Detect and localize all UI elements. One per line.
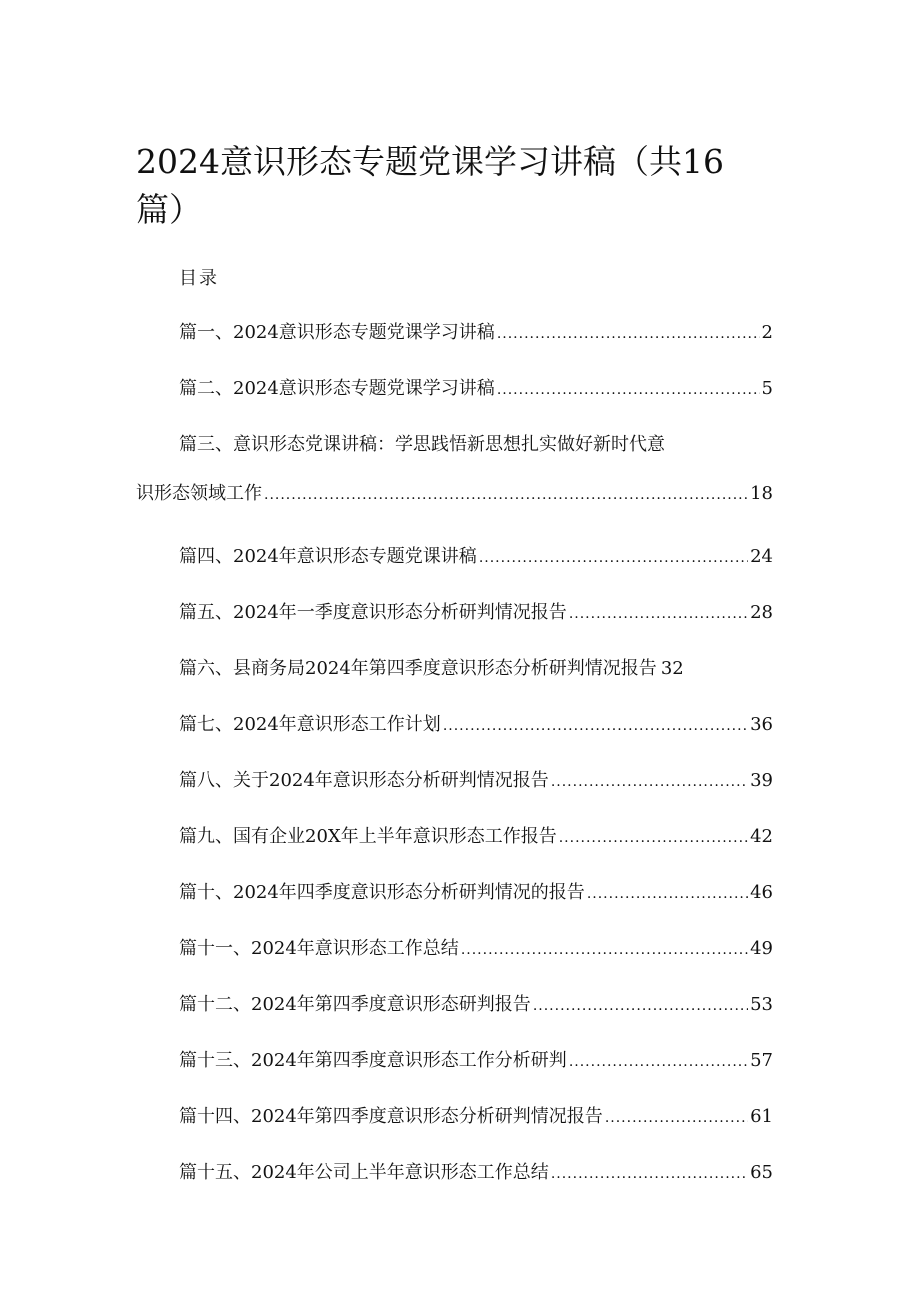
- document-title: 2024意识形态专题党课学习讲稿（共16篇）: [136, 142, 724, 229]
- toc-entry[interactable]: [179, 656, 773, 682]
- dot-leader: [587, 881, 748, 907]
- toc-entry-title-continued: 识形态领域工作: [136, 483, 262, 504]
- dot-leader: [569, 1049, 748, 1075]
- toc-entry[interactable]: [179, 600, 773, 627]
- toc-entry-title: 篇十三、2024年第四季度意识形态工作分析研判: [179, 1050, 567, 1071]
- toc-entry[interactable]: [179, 376, 773, 403]
- toc-entry-page: 49: [750, 938, 773, 959]
- toc-entry-page: 61: [750, 1106, 773, 1127]
- toc-entry-page: 18: [750, 483, 773, 504]
- toc-entry-title: 篇十四、2024年第四季度意识形态分析研判情况报告: [179, 1106, 603, 1127]
- dot-leader: [443, 713, 748, 739]
- toc-heading: 目录: [179, 268, 219, 289]
- toc-entry-title: 篇六、县商务局2024年第四季度意识形态分析研判情况报告: [179, 658, 657, 679]
- toc-entry-page: 36: [750, 714, 773, 735]
- toc-entry[interactable]: [179, 712, 773, 739]
- toc-entry-title: 篇四、2024年意识形态专题党课讲稿: [179, 546, 477, 567]
- toc-entry[interactable]: [179, 1160, 773, 1187]
- dot-leader: [497, 321, 760, 347]
- toc-entry-page: 2: [761, 322, 773, 343]
- toc-entry[interactable]: [179, 824, 773, 851]
- toc-entry-page: 65: [750, 1162, 773, 1183]
- toc-entry-page: 24: [750, 546, 773, 567]
- dot-leader: [559, 825, 748, 851]
- dot-leader: [605, 1105, 748, 1131]
- toc-entry-page: 39: [750, 770, 773, 791]
- toc-entry-title: 篇一、2024意识形态专题党课学习讲稿: [179, 322, 495, 343]
- toc-entry[interactable]: [136, 432, 773, 508]
- toc-entry-page: 5: [761, 378, 773, 399]
- toc-entry-title: 篇九、国有企业20X年上半年意识形态工作报告: [179, 826, 557, 847]
- toc-entry-title: 篇七、2024年意识形态工作计划: [179, 714, 441, 735]
- toc-entry-page: 46: [750, 882, 773, 903]
- toc-entry[interactable]: [179, 1048, 773, 1075]
- toc-entry[interactable]: [179, 544, 773, 571]
- toc-entry-page: 42: [750, 826, 773, 847]
- dot-leader: [479, 545, 748, 571]
- toc-entry-title: 篇二、2024意识形态专题党课学习讲稿: [179, 378, 495, 399]
- toc-entry-title: 篇八、关于2024年意识形态分析研判情况报告: [179, 770, 549, 791]
- dot-leader: [569, 601, 748, 627]
- toc-entry[interactable]: [179, 768, 773, 795]
- toc-entry-continuation: [136, 481, 773, 508]
- toc-entry-title: 篇三、意识形态党课讲稿：学思践悟新思想扎实做好新时代意: [179, 434, 665, 455]
- toc-entry-page: 57: [750, 1050, 773, 1071]
- dot-leader: [461, 937, 748, 963]
- toc-entry-title: 篇五、2024年一季度意识形态分析研判情况报告: [179, 602, 567, 623]
- toc-entry[interactable]: [179, 320, 773, 347]
- toc-entry[interactable]: [179, 1104, 773, 1131]
- toc-entry[interactable]: [179, 936, 773, 963]
- toc-entry-page: 53: [750, 994, 773, 1015]
- dot-leader: [551, 1161, 748, 1187]
- toc-entry-title: 篇十、2024年四季度意识形态分析研判情况的报告: [179, 882, 585, 903]
- dot-leader: [533, 993, 748, 1019]
- toc-entry-title: 篇十五、2024年公司上半年意识形态工作总结: [179, 1162, 549, 1183]
- toc-entry-page: 28: [750, 602, 773, 623]
- dot-leader: [497, 377, 760, 403]
- toc-entry[interactable]: [179, 992, 773, 1019]
- dot-leader: [264, 482, 748, 508]
- toc-entry-page: 32: [660, 658, 684, 679]
- toc-entry-title: 篇十一、2024年意识形态工作总结: [179, 938, 459, 959]
- toc-entry[interactable]: [179, 880, 773, 907]
- toc-entry-title: 篇十二、2024年第四季度意识形态研判报告: [179, 994, 531, 1015]
- dot-leader: [551, 769, 748, 795]
